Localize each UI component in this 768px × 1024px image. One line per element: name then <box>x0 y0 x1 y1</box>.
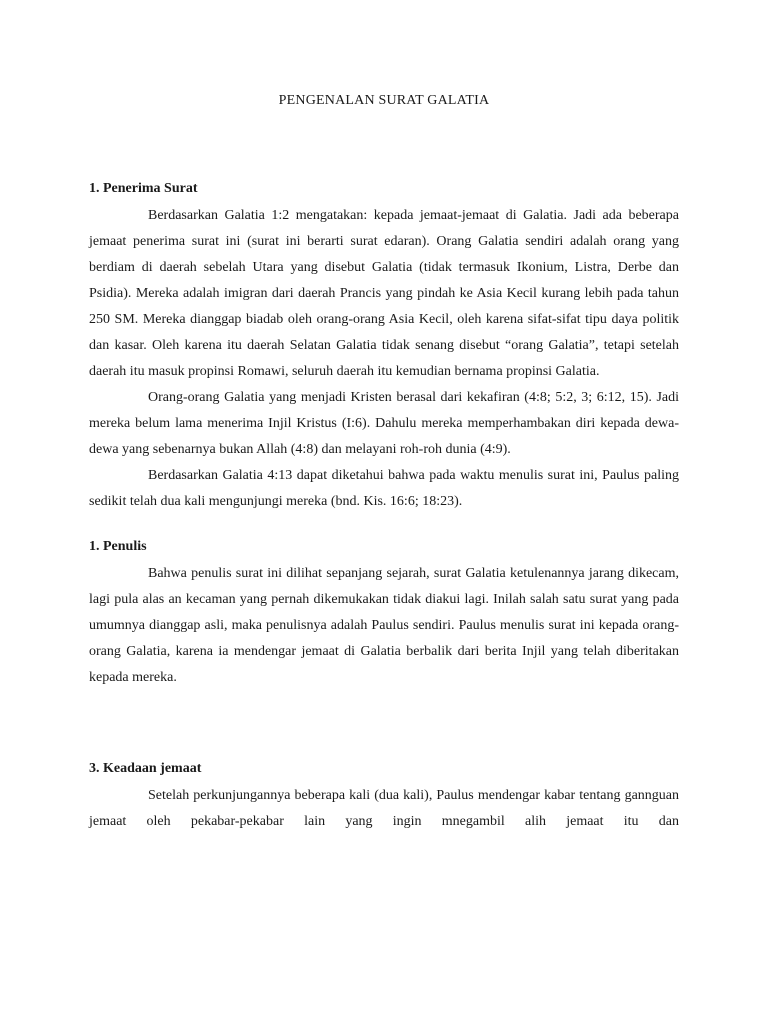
paragraph: Berdasarkan Galatia 1:2 mengatakan: kepada jemaat-jemaat di Galatia. Jadi ada beberapa jemaat penerima surat ini (surat ini berarti surat edaran). Orang Galatia sendiri adalah orang yang berdiam di daerah sebelah Utara yang disebut Galatia (tidak termasuk Ikonium, Listra, Derbe dan Psidia). Mereka adalah imigran dari daerah Prancis yang pindah ke Asia Kecil kurang lebih pada tahun 250 SM. Mereka dianggap biadab oleh orang-orang Asia Kecil, oleh karena sifat-sifat tipu daya politik dan kasar. Oleh karena itu daerah Selatan Galatia tidak senang disebut “orang Galatia”, tetapi setelah daerah itu masuk propinsi Romawi, seluruh daerah itu kemudian bernama propinsi Galatia. <box>89 208 679 379</box>
page-title: PENGENALAN SURAT GALATIA <box>278 93 490 108</box>
paragraph: Setelah perkunjungannya beberapa kali (dua kali), Paulus mendengar kabar tentang gannguan jemaat oleh pekabar-pekabar lain yang ingin mnegambil alih jemaat itu dan <box>89 788 679 829</box>
section-heading-keadaan-jemaat: 3. Keadaan jemaat <box>89 761 202 776</box>
spacer <box>89 691 679 759</box>
paragraph: Orang-orang Galatia yang menjadi Kristen berasal dari kekafiran (4:8; 5:2, 3; 6:12, 15). Jadi mereka belum lama menerima Injil Kristus (I:6). Dahulu mereka memperhambakan diri kepada dewa-dewa yang sebenarnya bukan Allah (4:8) dan melayani roh-roh dunia (4:9). <box>89 390 679 457</box>
paragraph: Bahwa penulis surat ini dilihat sepanjang sejarah, surat Galatia ketulenannya jarang dikecam, lagi pula alas an kecaman yang pernah dikemukakan tidak diakui lagi. Inilah salah satu surat yang pada umumnya dianggap asli, maka penulisnya adalah Paulus sendiri. Paulus menulis surat ini kepada orang-orang Galatia, karena ia mendengar jemaat di Galatia berbalik dari berita Injil yang telah diberitakan kepada mereka. <box>89 566 679 685</box>
section-heading-penulis: 1. Penulis <box>89 539 147 554</box>
section-heading-penerima-surat: 1. Penerima Surat <box>89 181 198 196</box>
spacer <box>89 515 679 537</box>
paragraph: Berdasarkan Galatia 4:13 dapat diketahui bahwa pada waktu menulis surat ini, Paulus paling sedikit telah dua kali mengunjungi mereka (bnd. Kis. 16:6; 18:23). <box>89 468 679 509</box>
